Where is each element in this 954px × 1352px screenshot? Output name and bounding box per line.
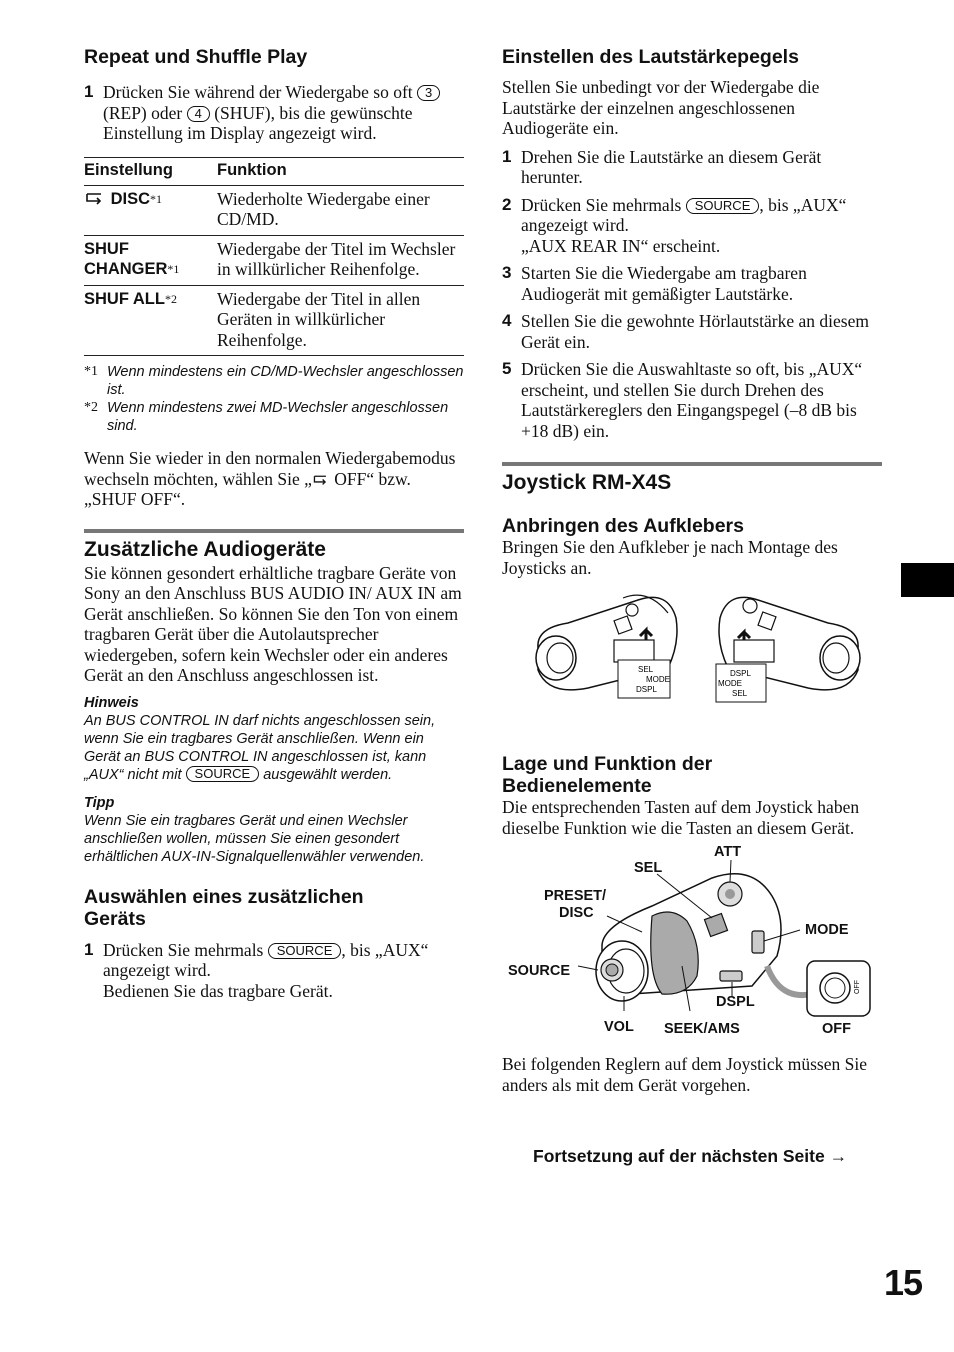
footnote-mark: *2 xyxy=(164,291,177,306)
source-key-label: SOURCE xyxy=(686,198,760,214)
bottom-paragraph: Bei folgenden Reglern auf dem Joystick müssen Sie anders als mit dem Gerät vorgehen. xyxy=(502,1054,867,1095)
footnote-mark: *1 xyxy=(150,191,163,206)
step-number: 1 xyxy=(84,939,94,959)
step-text: , bis „AUX“ angezeigt wird. xyxy=(103,939,429,981)
step-text: (SHUF), bis die gewünschte Einstellung im Display angezeigt wird. xyxy=(103,102,413,143)
sticker-heading: Anbringen des Aufklebers xyxy=(502,515,744,537)
repeat-step xyxy=(84,82,464,144)
arrow-right-icon: → xyxy=(829,1146,848,1166)
step-text: Drücken Sie während der Wiedergabe so oft xyxy=(103,82,413,102)
step-number: 4 xyxy=(502,311,512,330)
controls-heading: Lage und Funktion der Bedienelemente xyxy=(502,753,713,797)
setting-cell xyxy=(84,235,217,285)
step-text: (REP) oder xyxy=(103,102,183,123)
step-text: Drücken Sie mehrmals xyxy=(521,194,682,215)
step-number: 1 xyxy=(84,82,94,101)
table-row xyxy=(84,235,464,285)
sticker-paragraph: Bringen Sie den Aufkleber je nach Montage des Joysticks an. xyxy=(502,537,838,578)
seek-ams-label: SEEK/AMS xyxy=(664,1021,740,1037)
volume-step xyxy=(502,263,882,304)
sticker-label: MODE xyxy=(646,675,670,684)
step-text: , bis „AUX“ angezeigt wird. xyxy=(521,194,847,235)
footnote-text: Wenn mindestens zwei MD-Wechsler angeschlossen sind. xyxy=(107,400,449,434)
dspl-label: DSPL xyxy=(716,994,755,1010)
settings-table xyxy=(84,157,464,357)
step-text: Drücken Sie mehrmals xyxy=(103,939,264,960)
step-number: 3 xyxy=(502,263,512,282)
paragraph-text: Wenn Sie wieder in den normalen Wiedergabemodus wechseln möchten, wählen Sie „ xyxy=(84,448,456,489)
volume-step xyxy=(502,147,882,188)
left-column xyxy=(84,40,464,1001)
step-text: Bedienen Sie das tragbare Gerät. xyxy=(103,980,333,1001)
tipp-text: Wenn Sie ein tragbares Gerät und einen Wechsler anschließen wollen, müssen Sie einen gesondert erhältlichen AUX-IN-Signalquellenwähler verwenden. xyxy=(84,812,425,866)
preset-label: PRESET/ xyxy=(544,888,607,904)
section-tab-marker xyxy=(901,563,954,597)
joystick-right-view xyxy=(716,597,860,702)
source-key-label: SOURCE xyxy=(268,943,342,959)
footnote-mark: *2 xyxy=(84,400,98,415)
repeat-shuffle-heading: Repeat und Shuffle Play xyxy=(84,46,308,68)
normal-mode-paragraph xyxy=(84,448,464,510)
function-cell: Wiedergabe der Titel in allen Geräten in willkürlicher Reihenfolge. xyxy=(217,285,464,356)
repeat-icon xyxy=(84,191,106,205)
table-header-setting: Einstellung xyxy=(84,157,217,185)
hinweis-title: Hinweis xyxy=(84,694,139,711)
key-3-rep: 3 xyxy=(417,85,440,101)
sticker-label: DSPL xyxy=(636,685,657,694)
volume-heading: Einstellen des Lautstärkepegels xyxy=(502,46,799,68)
tipp-title: Tipp xyxy=(84,794,115,811)
footnote xyxy=(84,363,464,399)
volume-step xyxy=(502,195,882,257)
att-label: ATT xyxy=(714,846,742,860)
function-cell: Wiederholte Wiedergabe einer CD/MD. xyxy=(217,185,464,235)
setting-cell xyxy=(84,185,217,235)
step-text: Starten Sie die Wiedergabe am tragbaren Audiogerät mit gemäßigter Lautstärke. xyxy=(521,263,807,304)
mode-label: MODE xyxy=(805,922,849,938)
setting-cell xyxy=(84,285,217,356)
joystick-controls-diagram xyxy=(502,846,882,1051)
paragraph-text: OFF“ bzw. „SHUF OFF“. xyxy=(84,468,411,509)
right-column xyxy=(502,40,882,1095)
volume-step xyxy=(502,359,882,441)
disc-label: DISC xyxy=(559,905,594,921)
select-step xyxy=(84,940,464,1002)
key-4-shuf: 4 xyxy=(187,106,210,122)
continue-note xyxy=(533,1146,847,1167)
table-header-function: Funktion xyxy=(217,157,464,185)
volume-intro: Stellen Sie unbedingt vor der Wiedergabe die Lautstärke der einzelnen angeschlossenen Audiogeräte ein. xyxy=(502,77,820,138)
joystick-left-view xyxy=(536,595,677,698)
function-cell: Wiedergabe der Titel im Wechsler in willkürlicher Reihenfolge. xyxy=(217,235,464,285)
sticker-label: MODE xyxy=(718,679,742,688)
step-text: Drücken Sie die Auswahltaste so oft, bis „AUX“ erscheint, und stellen Sie durch Drehen des Lautstärkereglers den Eingangspegel (–8 dB bis +18 dB) ein. xyxy=(521,359,863,441)
source-label: SOURCE xyxy=(508,963,571,979)
select-device-heading: Auswählen eines zusätzlichen Geräts xyxy=(84,885,364,930)
step-text: Stellen Sie die gewohnte Hörlautstärke an diesem Gerät ein. xyxy=(521,311,869,352)
step-number: 1 xyxy=(502,146,512,166)
table-header-row xyxy=(84,157,464,185)
step-text: „AUX REAR IN“ erscheint. xyxy=(521,235,721,256)
off-label: OFF xyxy=(822,1021,851,1037)
step-number: 2 xyxy=(502,194,512,214)
sticker-illustration xyxy=(528,588,868,723)
footnote-text: Wenn mindestens ein CD/MD-Wechsler angeschlossen ist. xyxy=(107,364,464,398)
sel-label: SEL xyxy=(634,860,663,876)
volume-step xyxy=(502,311,882,352)
table-row xyxy=(84,185,464,235)
setting-name: SHUF ALL xyxy=(84,289,165,308)
sticker-label: SEL xyxy=(638,665,654,674)
sticker-label: SEL xyxy=(732,689,748,698)
setting-name: DISC xyxy=(110,189,151,208)
footnote-mark: *1 xyxy=(84,364,98,379)
footnote xyxy=(84,399,464,435)
repeat-icon xyxy=(312,473,330,486)
off-small-label: OFF xyxy=(854,980,861,994)
step-number: 5 xyxy=(502,359,512,378)
page-number: 15 xyxy=(884,1262,923,1303)
joystick-heading: Joystick RM-X4S xyxy=(502,462,882,495)
sticker-label: DSPL xyxy=(730,669,751,678)
audio-devices-paragraph: Sie können gesondert erhältliche tragbare Geräte von Sony an den Anschluss BUS AUDIO IN/ AUX IN am Gerät anschließen. So können Sie den Ton von einem tragbaren Gerät über die Autolautsprecher wiedergeben, sofern kein Wechsler oder ein anderes Gerät an den Anschluss angeschlossen ist. xyxy=(84,562,462,685)
audio-devices-heading: Zusätzliche Audiogeräte xyxy=(84,529,464,562)
vol-label: VOL xyxy=(604,1019,634,1035)
continue-text: Fortsetzung auf der nächsten Seite xyxy=(533,1146,825,1166)
hinweis-text xyxy=(84,712,464,785)
table-row xyxy=(84,285,464,356)
setting-name: SHUF CHANGER xyxy=(84,239,168,278)
source-key-label: SOURCE xyxy=(186,766,260,782)
step-text: Drehen Sie die Lautstärke an diesem Gerät herunter. xyxy=(521,146,822,187)
footnotes xyxy=(84,363,464,435)
note-text: ausgewählt werden. xyxy=(263,767,393,784)
note-text: An BUS CONTROL IN darf nichts angeschlossen sein, wenn Sie ein tragbares Gerät anschließen. Wenn ein Gerät an BUS CONTROL IN angeschlossen ist, kann „AUX“ nicht mit xyxy=(84,712,436,784)
controls-paragraph: Die entsprechenden Tasten auf dem Joystick haben dieselbe Funktion wie die Tasten an diesem Gerät. xyxy=(502,797,860,838)
footnote-mark: *1 xyxy=(167,262,180,276)
